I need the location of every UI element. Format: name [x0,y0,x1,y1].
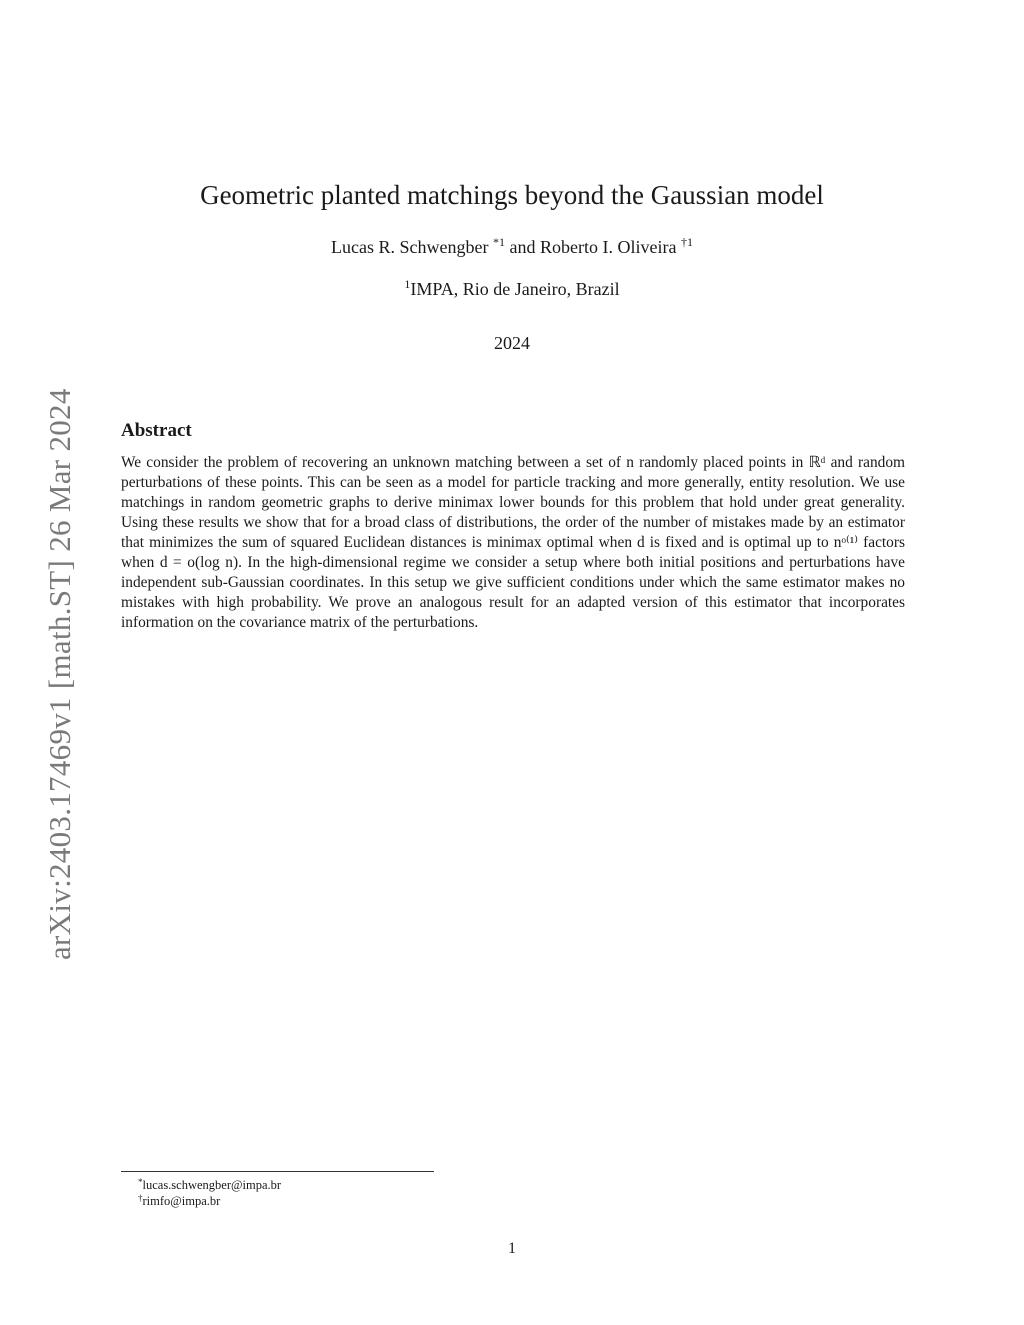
author-mark: †1 [680,235,693,249]
footnote [138,1193,281,1209]
footnote [138,1177,281,1193]
author-name: Roberto I. Oliveira [540,237,677,257]
affiliation-text: IMPA, Rio de Janeiro, Brazil [410,279,620,299]
author-name: Lucas R. Schwengber [331,237,489,257]
author-line [0,237,1024,258]
footnotes [138,1177,281,1209]
affiliation [0,279,1024,300]
abstract-heading: Abstract [121,420,192,441]
page-number: 1 [508,1240,516,1257]
footnote-email: rimfo@impa.br [142,1194,221,1208]
footnote-mark: † [138,1193,143,1203]
affiliation-mark: 1 [404,277,411,291]
footnote-mark: * [138,1177,143,1187]
author-separator: and [509,237,536,257]
abstract-text: We consider the problem of recovering an unknown matching between a set of n randomly placed points in ℝᵈ and random perturbations of these points. This can be seen as a model for particle tracking and more generally, entity resolution. We use matchings in random geometric graphs to derive minimax lower bounds for this problem that hold under great generality. Using these results we show that for a broad class of distributions, the order of the number of mistakes made by an estimator that minimizes the sum of squared Euclidean distances is minimax optimal when d is fixed and is optimal up to nᵒ⁽¹⁾ factors when d = o(log n). In the high-dimensional regime we consider a setup where both initial positions and perturbations have independent sub-Gaussian coordinates. In this setup we give sufficient conditions under which the same estimator makes no mistakes with high probability. We prove an analogous result for an adapted version of this estimator that incorporates information on the covariance matrix of the perturbations. [121,454,905,631]
arxiv-identifier: arXiv:2403.17469v1 [math.ST] 26 Mar 2024 [42,388,77,960]
footnote-email: lucas.schwengber@impa.br [142,1178,282,1192]
publication-year: 2024 [494,333,530,353]
paper-title: Geometric planted matchings beyond the Gaussian model [200,180,824,210]
footnote-rule [121,1171,434,1172]
author-mark: *1 [493,235,505,249]
